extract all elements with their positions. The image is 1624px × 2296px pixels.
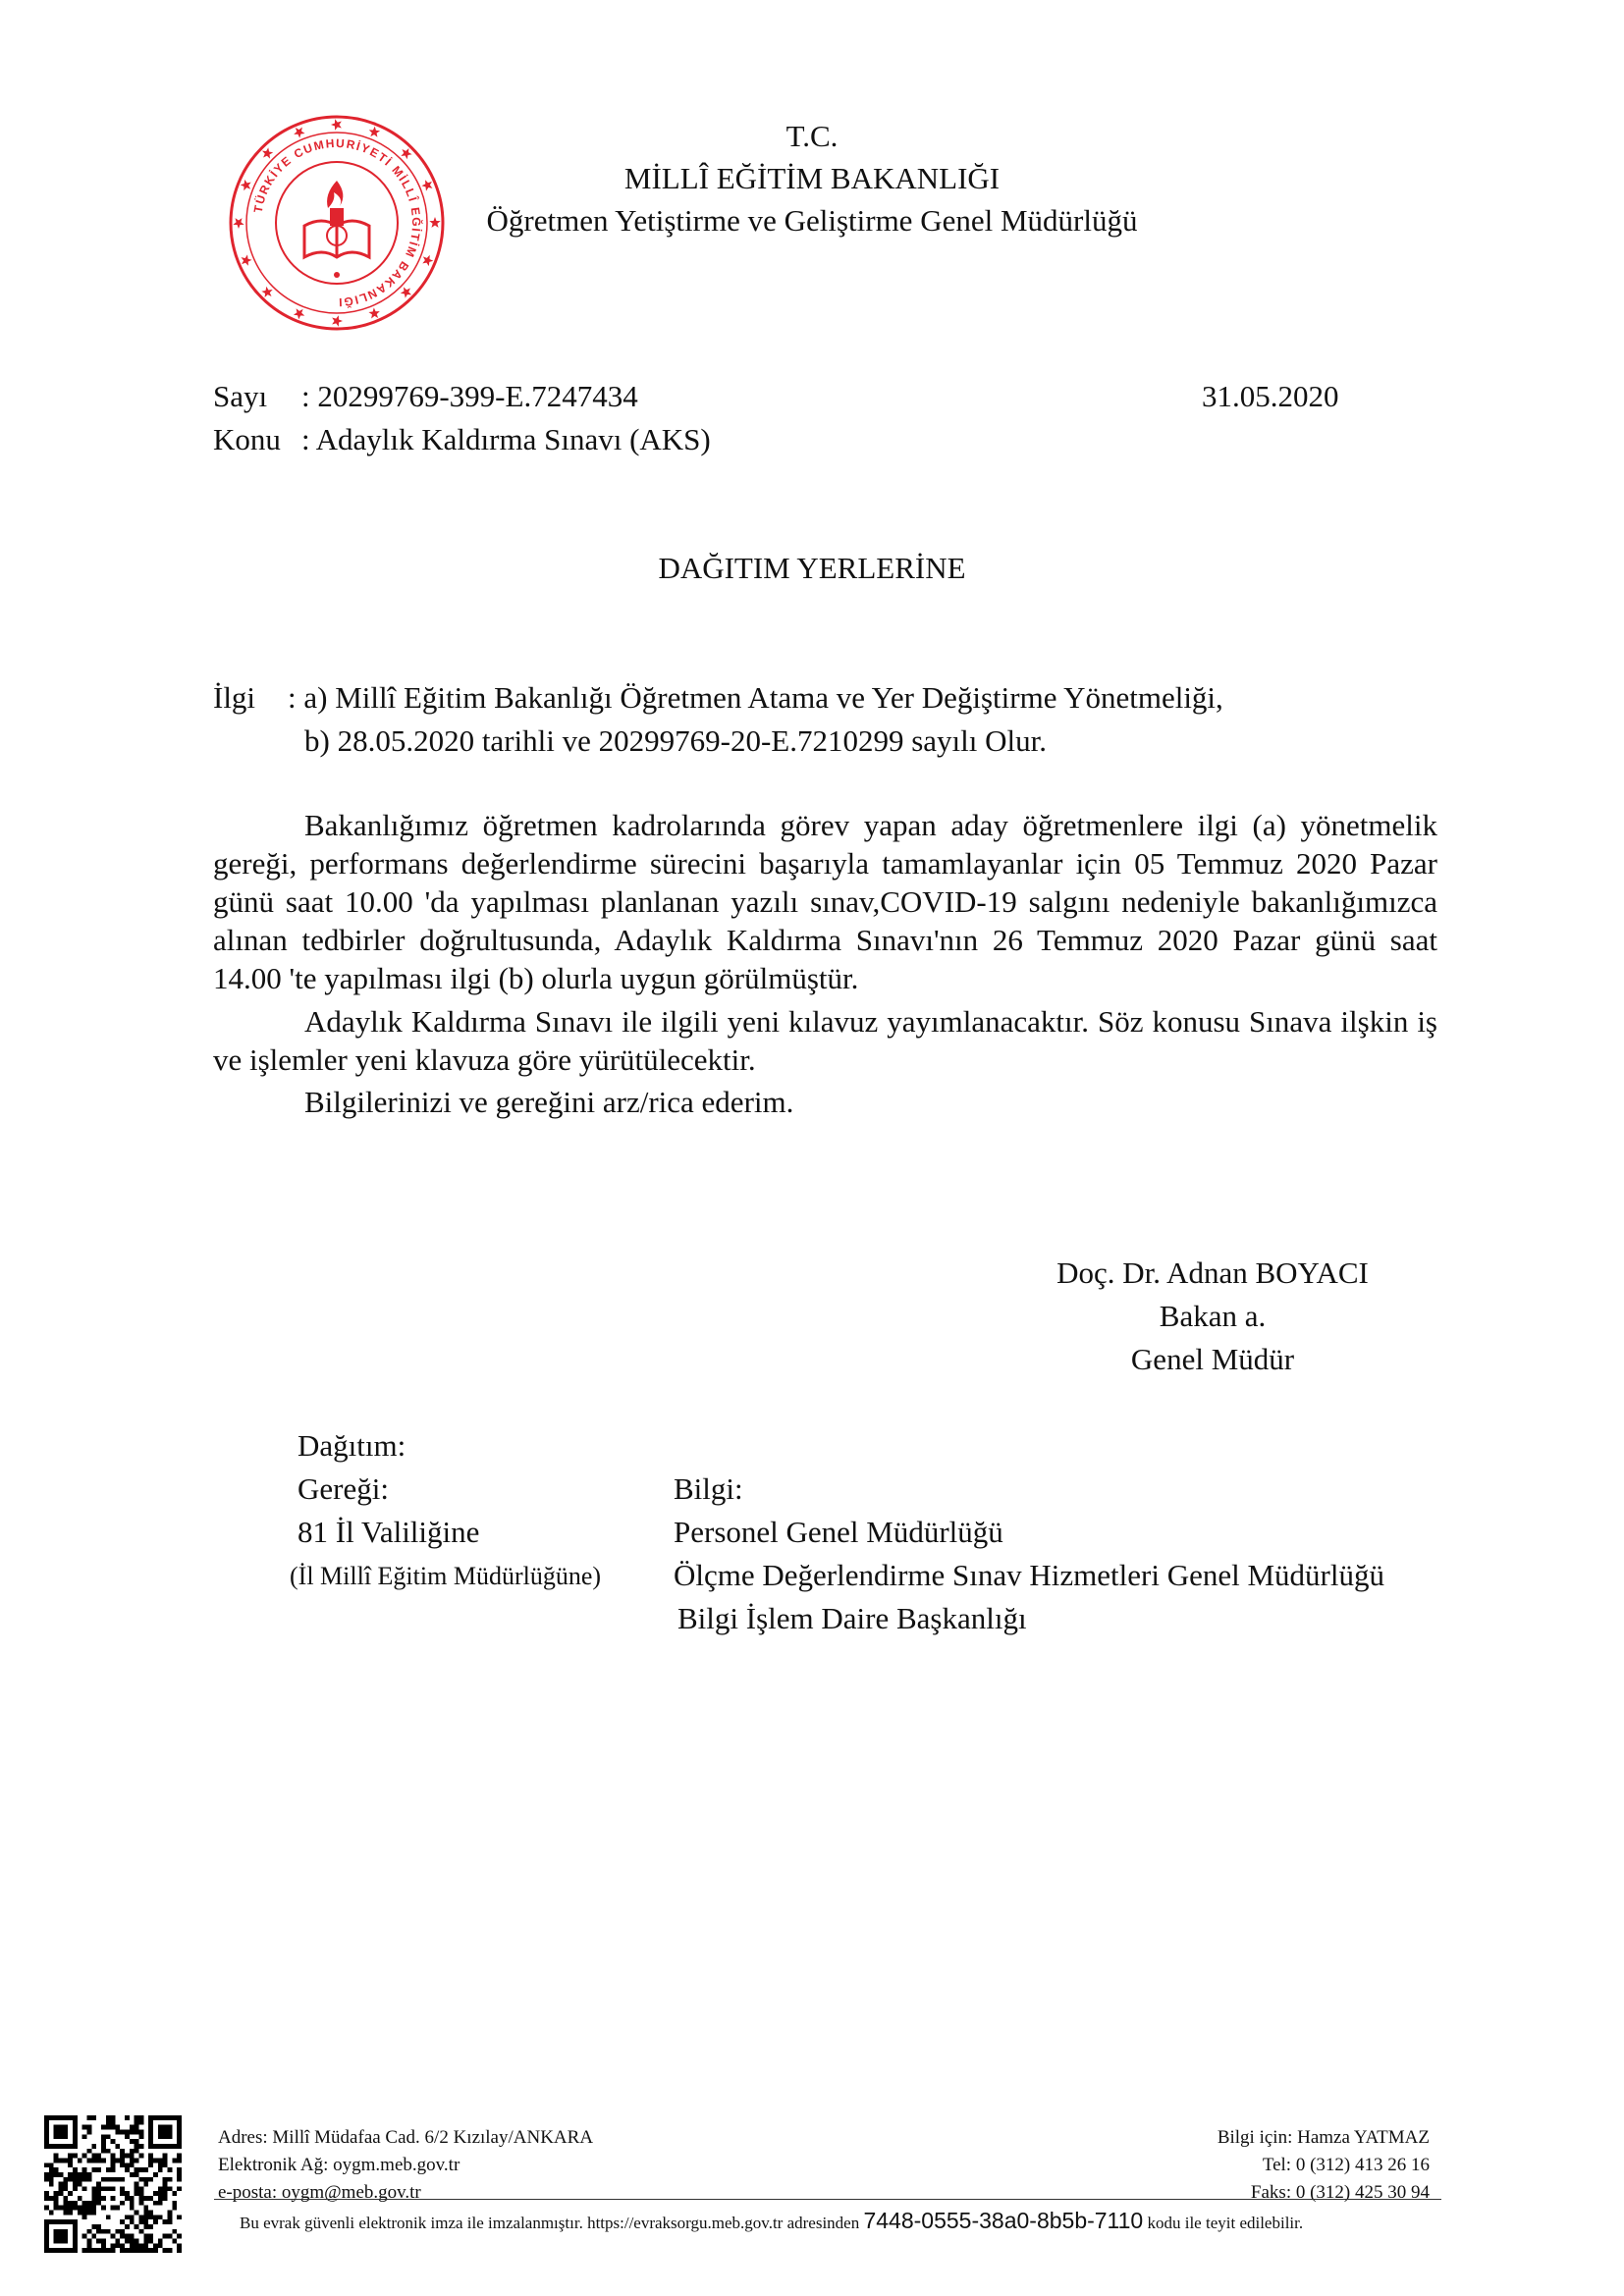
- signatory-title-1: Bakan a.: [1159, 1299, 1267, 1333]
- header-directorate: Öğretmen Yetiştirme ve Geliştirme Genel Müdürlüğü: [486, 203, 1138, 238]
- footer-verification-note: [240, 2207, 1303, 2237]
- header-tc: T.C.: [785, 119, 839, 153]
- konu-label: Konu: [213, 422, 281, 456]
- ilgi-b: b) 28.05.2020 tarihli ve 20299769-20-E.7210299 sayılı Olur.: [304, 723, 1047, 758]
- qr-code: [44, 2115, 182, 2253]
- signatory-title-2: Genel Müdür: [1130, 1342, 1295, 1376]
- footer-email: e-posta: oygm@meb.gov.tr: [218, 2182, 421, 2203]
- footer-web: Elektronik Ağ: oygm.meb.gov.tr: [218, 2155, 460, 2175]
- bilgi-item-2: Ölçme Değerlendirme Sınav Hizmetleri Genel Müdürlüğü: [674, 1558, 1384, 1592]
- sayi-value: : 20299769-399-E.7247434: [301, 379, 638, 413]
- gere-item-2: (İl Millî Eğitim Müdürlüğüne): [290, 1562, 602, 1590]
- recipient-heading: DAĞITIM YERLERİNE: [658, 551, 966, 585]
- footer-fax: Faks: 0 (312) 425 30 94: [1250, 2182, 1430, 2203]
- distribution-label: Dağıtım:: [298, 1428, 406, 1463]
- body-paragraph-3: Bilgilerinizi ve gereğini arz/rica ederim.: [304, 1085, 794, 1119]
- body-paragraph-1: Bakanlığımız öğretmen kadrolarında görev yapan aday öğretmenlere ilgi (a) yönetmelik gereği, performans değerlendirme sürecini başarıyla tamamlayanlar için 05 Temmuz 2020 Pazar günü saat 10.00 'da yapılması planlanan yazılı sınav,COVID-19 salgını nedeniyle bakanlığımızca alınan tedbirler doğrultusunda, Adaylık Kaldırma Sınavı'nın 26 Temmuz 2020 Pazar günü saat 14.00 'te yapılması ilgi (b) olurla uygun görülmüştür.: [213, 808, 1437, 995]
- footer-address: Adres: Millî Müdafaa Cad. 6/2 Kızılay/ANKARA: [218, 2127, 594, 2148]
- bilgi-label: Bilgi:: [674, 1471, 743, 1506]
- document-date: 31.05.2020: [1202, 379, 1339, 413]
- bilgi-item-1: Personel Genel Müdürlüğü: [674, 1515, 1003, 1549]
- body-paragraph-2: Adaylık Kaldırma Sınavı ile ilgili yeni kılavuz yayımlanacaktır. Söz konusu Sınava ilşkin iş ve işlemler yeni klavuza göre yürütülecektir.: [213, 1004, 1437, 1077]
- footer-contact: Bilgi için: Hamza YATMAZ: [1217, 2127, 1430, 2148]
- verification-code: 7448-0555-38a0-8b5b-7110: [863, 2208, 1144, 2233]
- gere-label: Gereği:: [298, 1471, 389, 1506]
- footer-note-suffix: kodu ile teyit edilebilir.: [1147, 2214, 1304, 2232]
- seal-star: [368, 307, 379, 318]
- ilgi-a: : a) Millî Eğitim Bakanlığı Öğretmen Atama ve Yer Değiştirme Yönetmeliği,: [288, 680, 1223, 715]
- konu-value: : Adaylık Kaldırma Sınavı (AKS): [301, 422, 711, 456]
- gere-item-1: 81 İl Valiliğine: [298, 1515, 480, 1549]
- seal-star: [242, 254, 252, 265]
- sayi-label: Sayı: [213, 379, 268, 413]
- header-ministry: MİLLÎ EĞİTİM BAKANLIĞI: [623, 161, 1001, 195]
- footer-divider: [214, 2199, 1441, 2200]
- footer-tel: Tel: 0 (312) 413 26 16: [1262, 2155, 1430, 2175]
- seal-star: [294, 308, 304, 319]
- svg-text:TÜRKİYE CUMHURİYETİ MİLLÎ EĞİT: TÜRKİYE CUMHURİYETİ MİLLÎ EĞİTİM BAKANLIĞI: [250, 135, 424, 310]
- ilgi-label: İlgi: [213, 680, 256, 715]
- seal-star: [401, 287, 411, 297]
- seal-star: [422, 255, 433, 266]
- footer-note-prefix: Bu evrak güvenli elektronik imza ile imzalanmıştır. https://evraksorgu.meb.gov.tr adresinden: [240, 2214, 860, 2232]
- seal-star: [332, 315, 343, 326]
- bilgi-item-3: Bilgi İşlem Daire Başkanlığı: [677, 1601, 1027, 1635]
- seal-star: [261, 287, 272, 297]
- signatory-name: Doç. Dr. Adnan BOYACI: [1056, 1255, 1369, 1290]
